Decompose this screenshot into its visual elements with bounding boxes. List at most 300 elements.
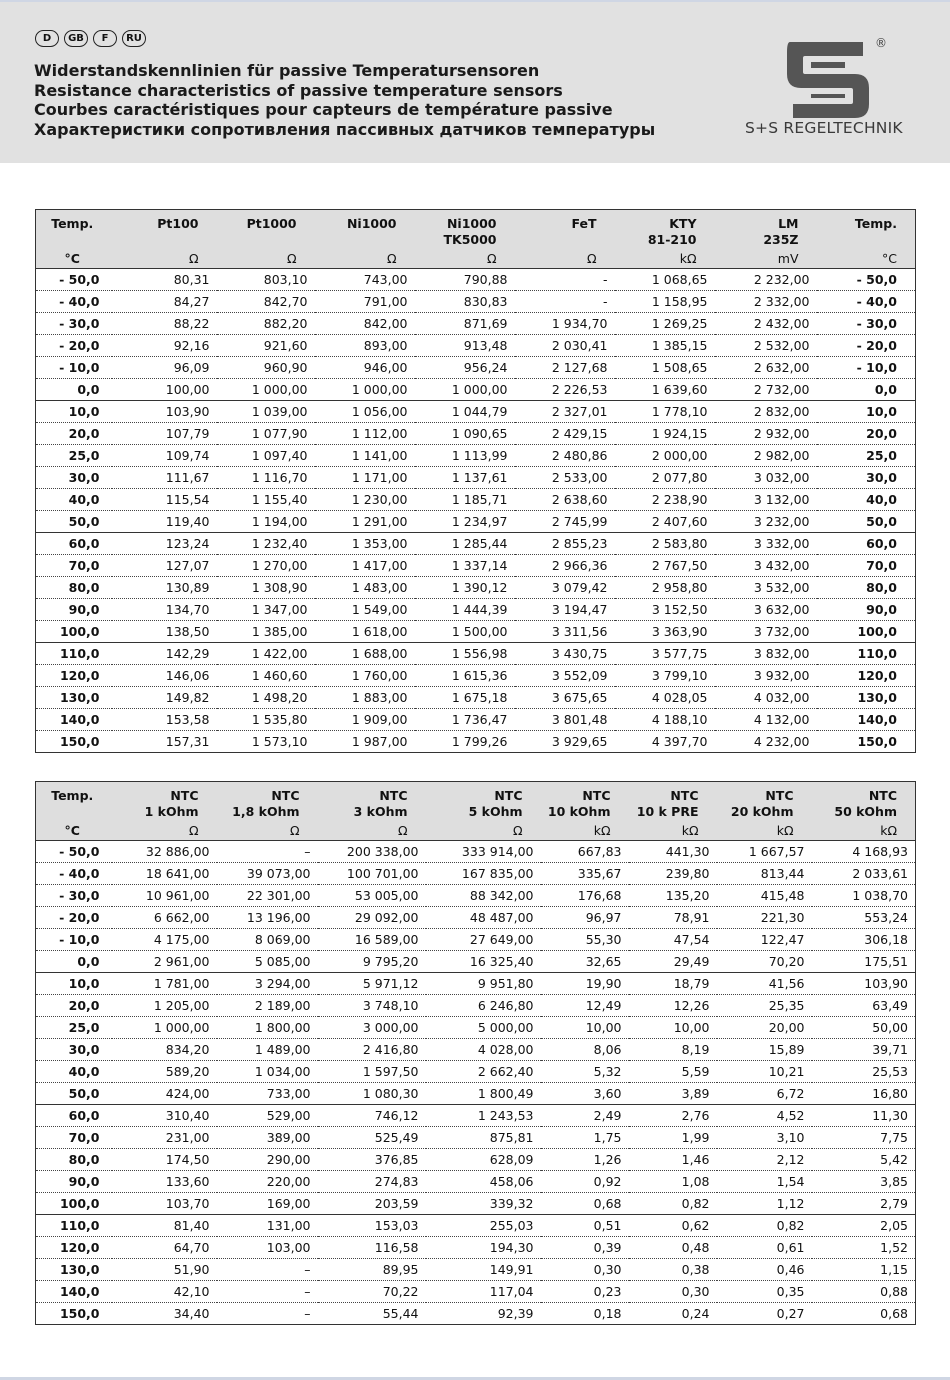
value-cell: 10,0 <box>817 401 916 423</box>
value-cell: 80,31 <box>112 269 217 291</box>
value-cell: 803,10 <box>217 269 315 291</box>
column-header-line1: NTC <box>582 788 611 803</box>
value-cell: 2 638,60 <box>515 489 615 511</box>
value-cell: 3 932,00 <box>715 665 817 687</box>
unit-cell: kΩ <box>541 821 629 841</box>
value-cell: 424,00 <box>112 1083 217 1105</box>
temperature-cell: 100,0 <box>36 1193 112 1215</box>
value-cell: 255,03 <box>426 1215 541 1237</box>
value-cell: 51,90 <box>112 1259 217 1281</box>
value-cell: 169,00 <box>217 1193 318 1215</box>
value-cell: 4 232,00 <box>753 734 810 749</box>
value-cell: 109,74 <box>112 445 217 467</box>
value-cell: 140,0 <box>817 709 916 731</box>
value-cell: 1 934,70 <box>515 313 615 335</box>
value-cell: 458,06 <box>426 1171 541 1193</box>
language-badge-f[interactable]: F <box>93 30 117 47</box>
value-cell: 1 337,14 <box>415 555 515 577</box>
value-cell: 138,50 <box>112 621 217 643</box>
value-cell: 5,32 <box>541 1061 629 1083</box>
unit-cell: °C <box>817 249 916 269</box>
value-cell: 1 924,15 <box>615 423 715 445</box>
value-cell: 134,70 <box>112 599 217 621</box>
value-cell: 946,00 <box>315 357 415 379</box>
value-cell: 70,22 <box>318 1281 426 1303</box>
value-cell: 39 073,00 <box>217 863 318 885</box>
value-cell: 791,00 <box>315 291 415 313</box>
value-cell: 2 767,50 <box>615 555 715 577</box>
value-cell: 2 532,00 <box>715 335 817 357</box>
column-header-line1: Ni1000 <box>446 216 497 231</box>
value-cell: 3 577,75 <box>615 643 715 665</box>
value-cell: - 50,0 <box>817 269 916 291</box>
value-cell: 1 390,12 <box>415 577 515 599</box>
value-cell: 200 338,00 <box>318 841 426 863</box>
value-cell: 1,08 <box>629 1171 717 1193</box>
column-header-line2: 10 k PRE <box>636 803 699 819</box>
value-cell: 25,0 <box>817 445 916 467</box>
value-cell: 2 745,99 <box>515 511 615 533</box>
value-cell: 834,20 <box>112 1039 217 1061</box>
value-cell: 3 294,00 <box>217 973 318 995</box>
temperature-cell: 0,0 <box>36 379 112 401</box>
column-header <box>415 210 515 250</box>
value-cell: 122,47 <box>717 929 812 951</box>
value-cell: 88,22 <box>112 313 217 335</box>
value-cell: - 20,0 <box>817 335 916 357</box>
unit-cell: kΩ <box>615 249 715 269</box>
temperature-cell: 120,0 <box>36 1237 112 1259</box>
value-cell: 0,82 <box>717 1215 812 1237</box>
table-row <box>36 423 916 445</box>
value-cell: 221,30 <box>717 907 812 929</box>
value-cell: 1 778,10 <box>615 401 715 423</box>
value-cell: 4 132,00 <box>715 709 817 731</box>
value-cell: 1 800,00 <box>217 1017 318 1039</box>
value-cell: 2 958,80 <box>615 577 715 599</box>
document-titles <box>34 61 655 139</box>
value-cell: 3,89 <box>629 1083 717 1105</box>
value-cell: 90,0 <box>817 599 916 621</box>
value-cell: 1,12 <box>717 1193 812 1215</box>
value-cell: 1,26 <box>541 1149 629 1171</box>
value-cell: 2 855,23 <box>515 533 615 555</box>
temperature-cell: 0,0 <box>36 951 112 973</box>
value-cell: 1 460,60 <box>217 665 315 687</box>
unit-cell: °C <box>36 249 112 269</box>
value-cell: 18,79 <box>629 973 717 995</box>
value-cell: 1 039,00 <box>217 401 315 423</box>
value-cell: 1 116,70 <box>217 467 315 489</box>
column-header-line1: NTC <box>170 788 199 803</box>
temperature-cell: 20,0 <box>36 995 112 1017</box>
title-english: Resistance characteristics of passive temperature sensors <box>34 80 563 100</box>
value-cell: 628,09 <box>426 1149 541 1171</box>
value-cell: 80,0 <box>817 577 916 599</box>
value-cell: 2,79 <box>812 1193 916 1215</box>
value-cell: 30,0 <box>817 467 916 489</box>
table-row <box>36 401 916 423</box>
value-cell: 1 667,57 <box>717 841 812 863</box>
value-cell: 0,23 <box>541 1281 629 1303</box>
value-cell: 2 416,80 <box>318 1039 426 1061</box>
value-cell: 40,0 <box>817 489 916 511</box>
temperature-cell: 90,0 <box>36 599 112 621</box>
table-row <box>36 379 916 401</box>
value-cell: 1 285,44 <box>415 533 515 555</box>
value-cell: 743,00 <box>315 269 415 291</box>
value-cell: 22 301,00 <box>217 885 318 907</box>
temperature-cell: - 20,0 <box>36 335 112 357</box>
temperature-cell: 80,0 <box>36 1149 112 1171</box>
column-header <box>36 210 112 250</box>
value-cell: 47,54 <box>629 929 717 951</box>
temperature-cell: 130,0 <box>36 1259 112 1281</box>
value-cell: 115,54 <box>112 489 217 511</box>
value-cell: 830,83 <box>415 291 515 313</box>
value-cell: 149,82 <box>112 687 217 709</box>
temperature-cell: - 40,0 <box>36 291 112 313</box>
value-cell: 3 432,00 <box>715 555 817 577</box>
value-cell: 2 407,60 <box>615 511 715 533</box>
column-header <box>315 210 415 250</box>
value-cell: 525,49 <box>318 1127 426 1149</box>
value-cell: 88 342,00 <box>426 885 541 907</box>
value-cell: 1 422,00 <box>217 643 315 665</box>
unit-cell: kΩ <box>812 821 916 841</box>
value-cell: 2 226,53 <box>515 379 615 401</box>
value-cell: 142,29 <box>112 643 217 665</box>
column-header-line1: Pt1000 <box>246 216 297 231</box>
column-header-line1: NTC <box>379 788 408 803</box>
temperature-cell: 40,0 <box>36 489 112 511</box>
unit-cell: kΩ <box>717 821 812 841</box>
column-header-line1: Temp. <box>854 216 897 231</box>
value-cell: 53 005,00 <box>318 885 426 907</box>
language-badges <box>35 30 146 47</box>
table-row <box>36 687 916 709</box>
value-cell: 10,00 <box>541 1017 629 1039</box>
value-cell: 84,27 <box>112 291 217 313</box>
page-header <box>0 0 950 163</box>
value-cell: 2 030,41 <box>515 335 615 357</box>
unit-cell: kΩ <box>629 821 717 841</box>
value-cell: 1 308,90 <box>217 577 315 599</box>
temperature-cell: 110,0 <box>36 1215 112 1237</box>
value-cell: 63,49 <box>812 995 916 1017</box>
value-cell: 1 068,65 <box>615 269 715 291</box>
value-cell: 1 000,00 <box>415 379 515 401</box>
value-cell: 882,20 <box>217 313 315 335</box>
unit-cell: Ω <box>315 249 415 269</box>
table-row <box>36 269 916 291</box>
value-cell: 1,99 <box>629 1127 717 1149</box>
value-cell: 956,24 <box>415 357 515 379</box>
value-cell: 2 533,00 <box>515 467 615 489</box>
value-cell: 3 801,48 <box>515 709 615 731</box>
table-row <box>36 731 916 753</box>
brand-name: S+S REGELTECHNIK <box>745 119 903 137</box>
value-cell: 1 417,00 <box>315 555 415 577</box>
unit-cell: Ω <box>217 821 318 841</box>
value-cell: 70,20 <box>717 951 812 973</box>
table-row <box>36 1083 916 1105</box>
value-cell: 3 832,00 <box>715 643 817 665</box>
table-row <box>36 841 916 863</box>
value-cell: 2,76 <box>629 1105 717 1127</box>
temperature-cell: 140,0 <box>36 709 112 731</box>
value-cell: 441,30 <box>629 841 717 863</box>
table-row <box>36 951 916 973</box>
language-badge-ru[interactable]: RU <box>122 30 146 47</box>
value-cell: 10,21 <box>717 1061 812 1083</box>
value-cell: 913,48 <box>415 335 515 357</box>
value-cell: 3,60 <box>541 1083 629 1105</box>
registered-mark: ® <box>875 36 887 50</box>
value-cell: 100 701,00 <box>318 863 426 885</box>
language-badge-gb[interactable]: GB <box>64 30 88 47</box>
value-cell: 50,0 <box>817 511 916 533</box>
value-cell: 1 799,26 <box>451 734 508 749</box>
column-header-line1: KTY <box>669 216 697 231</box>
value-cell: 6 246,80 <box>426 995 541 1017</box>
value-cell: 310,40 <box>112 1105 217 1127</box>
value-cell: 194,30 <box>426 1237 541 1259</box>
value-cell: 100,00 <box>112 379 217 401</box>
table-row <box>36 643 916 665</box>
unit-cell: Ω <box>112 821 217 841</box>
value-cell: 1 556,98 <box>415 643 515 665</box>
value-cell: 1 269,25 <box>615 313 715 335</box>
value-cell: 1 489,00 <box>217 1039 318 1061</box>
value-cell: 2 033,61 <box>812 863 916 885</box>
value-cell: 1 077,90 <box>217 423 315 445</box>
value-cell: - 40,0 <box>817 291 916 313</box>
language-badge-d[interactable]: D <box>35 30 59 47</box>
value-cell: – <box>304 1306 311 1321</box>
value-cell: 1 909,00 <box>315 709 415 731</box>
value-cell: 1 232,40 <box>217 533 315 555</box>
value-cell: 92,39 <box>497 1306 534 1321</box>
value-cell: 96,97 <box>541 907 629 929</box>
column-header <box>318 782 426 822</box>
value-cell: 96,09 <box>112 357 217 379</box>
value-cell: 842,00 <box>315 313 415 335</box>
value-cell: 1 498,20 <box>217 687 315 709</box>
title-russian: Характеристики сопротивления пассивных датчиков температуры <box>34 119 656 139</box>
value-cell: 2 632,00 <box>715 357 817 379</box>
temperature-cell: 10,0 <box>36 401 112 423</box>
unit-cell: mV <box>715 249 817 269</box>
table-header-row <box>36 782 916 822</box>
value-cell: 175,51 <box>812 951 916 973</box>
value-cell: 42,10 <box>112 1281 217 1303</box>
value-cell: 1 080,30 <box>318 1083 426 1105</box>
value-cell: - 30,0 <box>817 313 916 335</box>
value-cell: 6,72 <box>717 1083 812 1105</box>
value-cell: 1 185,71 <box>415 489 515 511</box>
value-cell: 2 932,00 <box>715 423 817 445</box>
temperature-cell: - 30,0 <box>36 313 112 335</box>
temperature-cell: - 10,0 <box>36 929 112 951</box>
value-cell: 415,48 <box>717 885 812 907</box>
value-cell: 4 188,10 <box>615 709 715 731</box>
value-cell: 32 886,00 <box>112 841 217 863</box>
column-header-line2: 81-210 <box>647 231 697 247</box>
table-row <box>36 863 916 885</box>
table-header-row <box>36 210 916 250</box>
column-header-line2: TK5000 <box>443 231 497 247</box>
value-cell: 0,38 <box>629 1259 717 1281</box>
value-cell: 2 327,01 <box>515 401 615 423</box>
title-german: Widerstandskennlinien für passive Temperatursensoren <box>34 61 540 80</box>
table-row <box>36 313 916 335</box>
value-cell: 15,89 <box>717 1039 812 1061</box>
value-cell: 8 069,00 <box>217 929 318 951</box>
value-cell: 3 929,65 <box>551 734 608 749</box>
value-cell: 111,67 <box>112 467 217 489</box>
column-header <box>36 782 112 822</box>
value-cell: 60,0 <box>817 533 916 555</box>
value-cell: 231,00 <box>112 1127 217 1149</box>
table-row <box>36 973 916 995</box>
value-cell: 3 363,90 <box>615 621 715 643</box>
value-cell: 2 961,00 <box>112 951 217 973</box>
temperature-cell: 25,0 <box>36 1017 112 1039</box>
value-cell: 2 332,00 <box>715 291 817 313</box>
column-header-line2: 1 kOhm <box>144 803 199 819</box>
value-cell: 1 270,00 <box>217 555 315 577</box>
table-row <box>36 885 916 907</box>
value-cell: 389,00 <box>217 1127 318 1149</box>
value-cell: 4 168,93 <box>812 841 916 863</box>
value-cell: 1 090,65 <box>415 423 515 445</box>
value-cell: 220,00 <box>217 1171 318 1193</box>
temperature-cell: 25,0 <box>36 445 112 467</box>
value-cell: 4 032,00 <box>715 687 817 709</box>
temperature-cell: - 50,0 <box>36 269 112 291</box>
column-header <box>217 782 318 822</box>
value-cell: 55,44 <box>382 1306 419 1321</box>
column-header-line1: Temp. <box>51 788 94 803</box>
value-cell: 2 000,00 <box>615 445 715 467</box>
value-cell: 1 353,00 <box>315 533 415 555</box>
value-cell: 1 760,00 <box>315 665 415 687</box>
value-cell: 78,91 <box>629 907 717 929</box>
value-cell: 1 444,39 <box>415 599 515 621</box>
value-cell: 1 781,00 <box>112 973 217 995</box>
table-row <box>36 599 916 621</box>
table-row <box>36 1281 916 1303</box>
value-cell: 5 971,12 <box>318 973 426 995</box>
value-cell: 174,50 <box>112 1149 217 1171</box>
temperature-cell: 80,0 <box>36 577 112 599</box>
column-header-line2: 5 kOhm <box>468 803 523 819</box>
value-cell: 1 347,00 <box>217 599 315 621</box>
value-cell: 89,95 <box>318 1259 426 1281</box>
value-cell: 3 675,65 <box>515 687 615 709</box>
table-row <box>36 709 916 731</box>
value-cell: 120,0 <box>817 665 916 687</box>
value-cell: 103,00 <box>217 1237 318 1259</box>
column-header-line2: 20 kOhm <box>730 803 794 819</box>
table-row <box>36 1171 916 1193</box>
value-cell: 0,92 <box>541 1171 629 1193</box>
value-cell: – <box>217 1281 318 1303</box>
value-cell: 1 535,80 <box>217 709 315 731</box>
value-cell: 1 500,00 <box>415 621 515 643</box>
column-header-line1: NTC <box>868 788 897 803</box>
value-cell: 589,20 <box>112 1061 217 1083</box>
table-row <box>36 291 916 313</box>
value-cell: 50,00 <box>812 1017 916 1039</box>
value-cell: 11,30 <box>812 1105 916 1127</box>
value-cell: 1 230,00 <box>315 489 415 511</box>
table-row <box>36 1237 916 1259</box>
value-cell: 10 961,00 <box>112 885 217 907</box>
value-cell: 1 987,00 <box>351 734 408 749</box>
column-header <box>426 782 541 822</box>
column-header <box>715 210 817 250</box>
temperature-cell: 150,0 <box>59 1306 100 1321</box>
value-cell: 3 332,00 <box>715 533 817 555</box>
value-cell: 81,40 <box>112 1215 217 1237</box>
value-cell: 1,54 <box>717 1171 812 1193</box>
value-cell: 12,26 <box>629 995 717 1017</box>
value-cell: 960,90 <box>217 357 315 379</box>
value-cell: 19,90 <box>541 973 629 995</box>
value-cell: 1 234,97 <box>415 511 515 533</box>
value-cell: 0,46 <box>717 1259 812 1281</box>
value-cell: 29,49 <box>629 951 717 973</box>
temperature-cell: 150,0 <box>59 734 100 749</box>
value-cell: 0,27 <box>776 1306 805 1321</box>
value-cell: 0,30 <box>541 1259 629 1281</box>
column-header <box>112 210 217 250</box>
value-cell: 1 205,00 <box>112 995 217 1017</box>
value-cell: 146,06 <box>112 665 217 687</box>
column-header <box>515 210 615 250</box>
table-row <box>36 467 916 489</box>
temperature-cell: 140,0 <box>36 1281 112 1303</box>
value-cell: 1 639,60 <box>615 379 715 401</box>
value-cell: 0,68 <box>541 1193 629 1215</box>
value-cell: 875,81 <box>426 1127 541 1149</box>
value-cell: 2,05 <box>812 1215 916 1237</box>
value-cell: 0,61 <box>717 1237 812 1259</box>
column-header-line2: 10 kOhm <box>547 803 611 819</box>
value-cell: 1 800,49 <box>426 1083 541 1105</box>
value-cell: 4 028,05 <box>615 687 715 709</box>
value-cell: 1 883,00 <box>315 687 415 709</box>
value-cell: – <box>217 841 318 863</box>
value-cell: 1 155,40 <box>217 489 315 511</box>
table-row <box>36 621 916 643</box>
table-row <box>36 929 916 951</box>
column-header-line2: 3 kOhm <box>353 803 408 819</box>
column-header-line2: 50 kOhm <box>834 803 897 819</box>
value-cell: 4,52 <box>717 1105 812 1127</box>
value-cell: 117,04 <box>426 1281 541 1303</box>
value-cell: 100,0 <box>817 621 916 643</box>
table-row <box>36 489 916 511</box>
table-row <box>36 665 916 687</box>
value-cell: 871,69 <box>415 313 515 335</box>
value-cell: 135,20 <box>629 885 717 907</box>
column-header-line1: NTC <box>494 788 523 803</box>
temperature-cell: - 10,0 <box>36 357 112 379</box>
value-cell: 5,42 <box>812 1149 916 1171</box>
